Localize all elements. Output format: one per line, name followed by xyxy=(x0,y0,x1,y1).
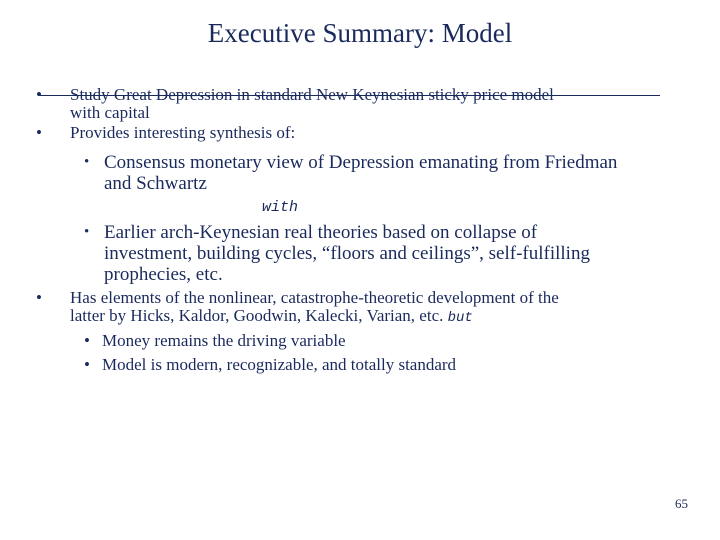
bullet-item xyxy=(36,289,686,327)
bullet-item xyxy=(36,86,676,122)
bullet-dot-icon: • xyxy=(36,288,42,307)
bullet-text-cont: latter by Hicks, Kaldor, Goodwin, Kalecki, Varian, etc. xyxy=(70,306,444,325)
bullet-text: Earlier arch-Keynesian real theories based on collapse of xyxy=(104,222,538,243)
bullet-text: Provides interesting synthesis of: xyxy=(70,123,296,142)
bullet-item xyxy=(36,124,676,142)
bullet-text-cont: and Schwartz xyxy=(104,173,207,194)
bullet-text: Consensus monetary view of Depression emanating from Friedman xyxy=(104,152,618,173)
emphasis-but: but xyxy=(447,310,473,326)
bullet-dot-icon: • xyxy=(84,355,90,374)
bullet-dot-icon: • xyxy=(84,154,90,170)
sub-bullet-item xyxy=(84,332,704,350)
strikethrough-line xyxy=(40,95,660,96)
slide-title: Executive Summary: Model xyxy=(207,18,513,48)
sub-bullet-item xyxy=(84,152,704,194)
sub-bullet-item xyxy=(84,356,704,374)
bullet-dot-icon: • xyxy=(84,224,90,240)
bullet-text: Money remains the driving variable xyxy=(102,331,346,350)
bullet-text: Model is modern, recognizable, and totally standard xyxy=(102,355,457,374)
bullet-dot-icon: • xyxy=(36,123,42,142)
connector-with: with xyxy=(262,199,299,216)
bullet-text-cont: prophecies, etc. xyxy=(104,264,223,285)
bullet-text: Has elements of the nonlinear, catastrophe-theoretic development of the xyxy=(70,288,559,307)
bullet-text-cont: investment, building cycles, “floors and ceilings”, self-fulfilling xyxy=(104,243,590,264)
bullet-dot-icon: • xyxy=(36,85,42,104)
sub-bullet-item xyxy=(84,222,704,285)
bullet-text: Study Great Depression in standard New Keynesian sticky price model xyxy=(70,85,554,104)
page-number: 65 xyxy=(675,496,688,511)
bullet-text-cont: with capital xyxy=(70,103,150,122)
bullet-dot-icon: • xyxy=(84,331,90,350)
